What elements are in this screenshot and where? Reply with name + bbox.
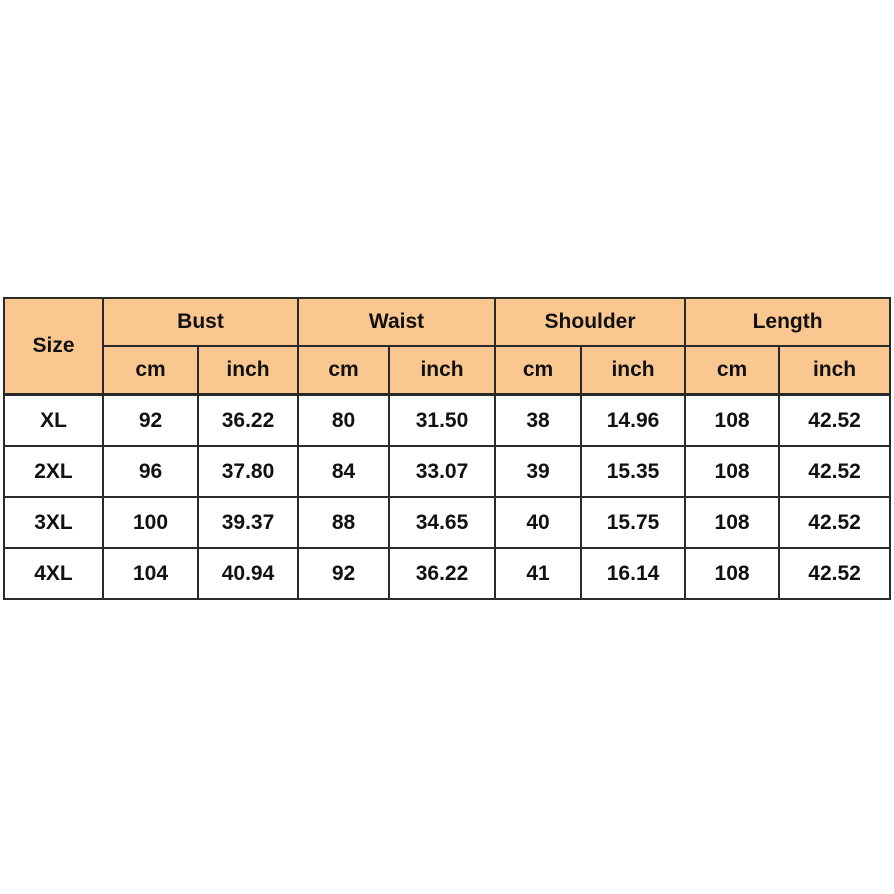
shoulder-inch-cell: 15.75 — [581, 497, 685, 548]
length-inch-cell: 42.52 — [779, 497, 890, 548]
table-row — [4, 446, 890, 497]
shoulder-inch-cell: 15.35 — [581, 446, 685, 497]
bust-inch-cell: 39.37 — [198, 497, 298, 548]
length-cm-cell: 108 — [685, 548, 779, 599]
length-cm-header: cm — [685, 346, 779, 395]
length-inch-cell: 42.52 — [779, 395, 890, 447]
shoulder-inch-cell: 16.14 — [581, 548, 685, 599]
length-inch-cell: 42.52 — [779, 446, 890, 497]
waist-inch-cell: 31.50 — [389, 395, 495, 447]
bust-inch-header: inch — [198, 346, 298, 395]
waist-inch-header: inch — [389, 346, 495, 395]
waist-inch-cell: 36.22 — [389, 548, 495, 599]
shoulder-cm-header: cm — [495, 346, 581, 395]
shoulder-cm-cell: 40 — [495, 497, 581, 548]
table-row — [4, 395, 890, 447]
length-cm-cell: 108 — [685, 446, 779, 497]
bust-cm-cell: 100 — [103, 497, 198, 548]
shoulder-header: Shoulder — [495, 298, 685, 346]
shoulder-cm-cell: 41 — [495, 548, 581, 599]
waist-cm-cell: 88 — [298, 497, 389, 548]
shoulder-cm-cell: 39 — [495, 446, 581, 497]
size-cell: 2XL — [4, 446, 103, 497]
length-header: Length — [685, 298, 890, 346]
bust-cm-cell: 92 — [103, 395, 198, 447]
waist-cm-cell: 84 — [298, 446, 389, 497]
shoulder-inch-cell: 14.96 — [581, 395, 685, 447]
waist-cm-cell: 92 — [298, 548, 389, 599]
bust-cm-header: cm — [103, 346, 198, 395]
shoulder-inch-header: inch — [581, 346, 685, 395]
shoulder-cm-cell: 38 — [495, 395, 581, 447]
waist-cm-cell: 80 — [298, 395, 389, 447]
size-cell: 3XL — [4, 497, 103, 548]
bust-header: Bust — [103, 298, 298, 346]
size-cell: XL — [4, 395, 103, 447]
waist-inch-cell: 34.65 — [389, 497, 495, 548]
bust-cm-cell: 104 — [103, 548, 198, 599]
bust-inch-cell: 36.22 — [198, 395, 298, 447]
waist-inch-cell: 33.07 — [389, 446, 495, 497]
length-cm-cell: 108 — [685, 497, 779, 548]
table-row — [4, 548, 890, 599]
length-cm-cell: 108 — [685, 395, 779, 447]
waist-cm-header: cm — [298, 346, 389, 395]
bust-inch-cell: 40.94 — [198, 548, 298, 599]
size-cell: 4XL — [4, 548, 103, 599]
table-row — [4, 497, 890, 548]
size-chart-table — [3, 297, 891, 600]
bust-cm-cell: 96 — [103, 446, 198, 497]
bust-inch-cell: 37.80 — [198, 446, 298, 497]
length-inch-cell: 42.52 — [779, 548, 890, 599]
length-inch-header: inch — [779, 346, 890, 395]
size-header: Size — [4, 298, 103, 395]
waist-header: Waist — [298, 298, 495, 346]
